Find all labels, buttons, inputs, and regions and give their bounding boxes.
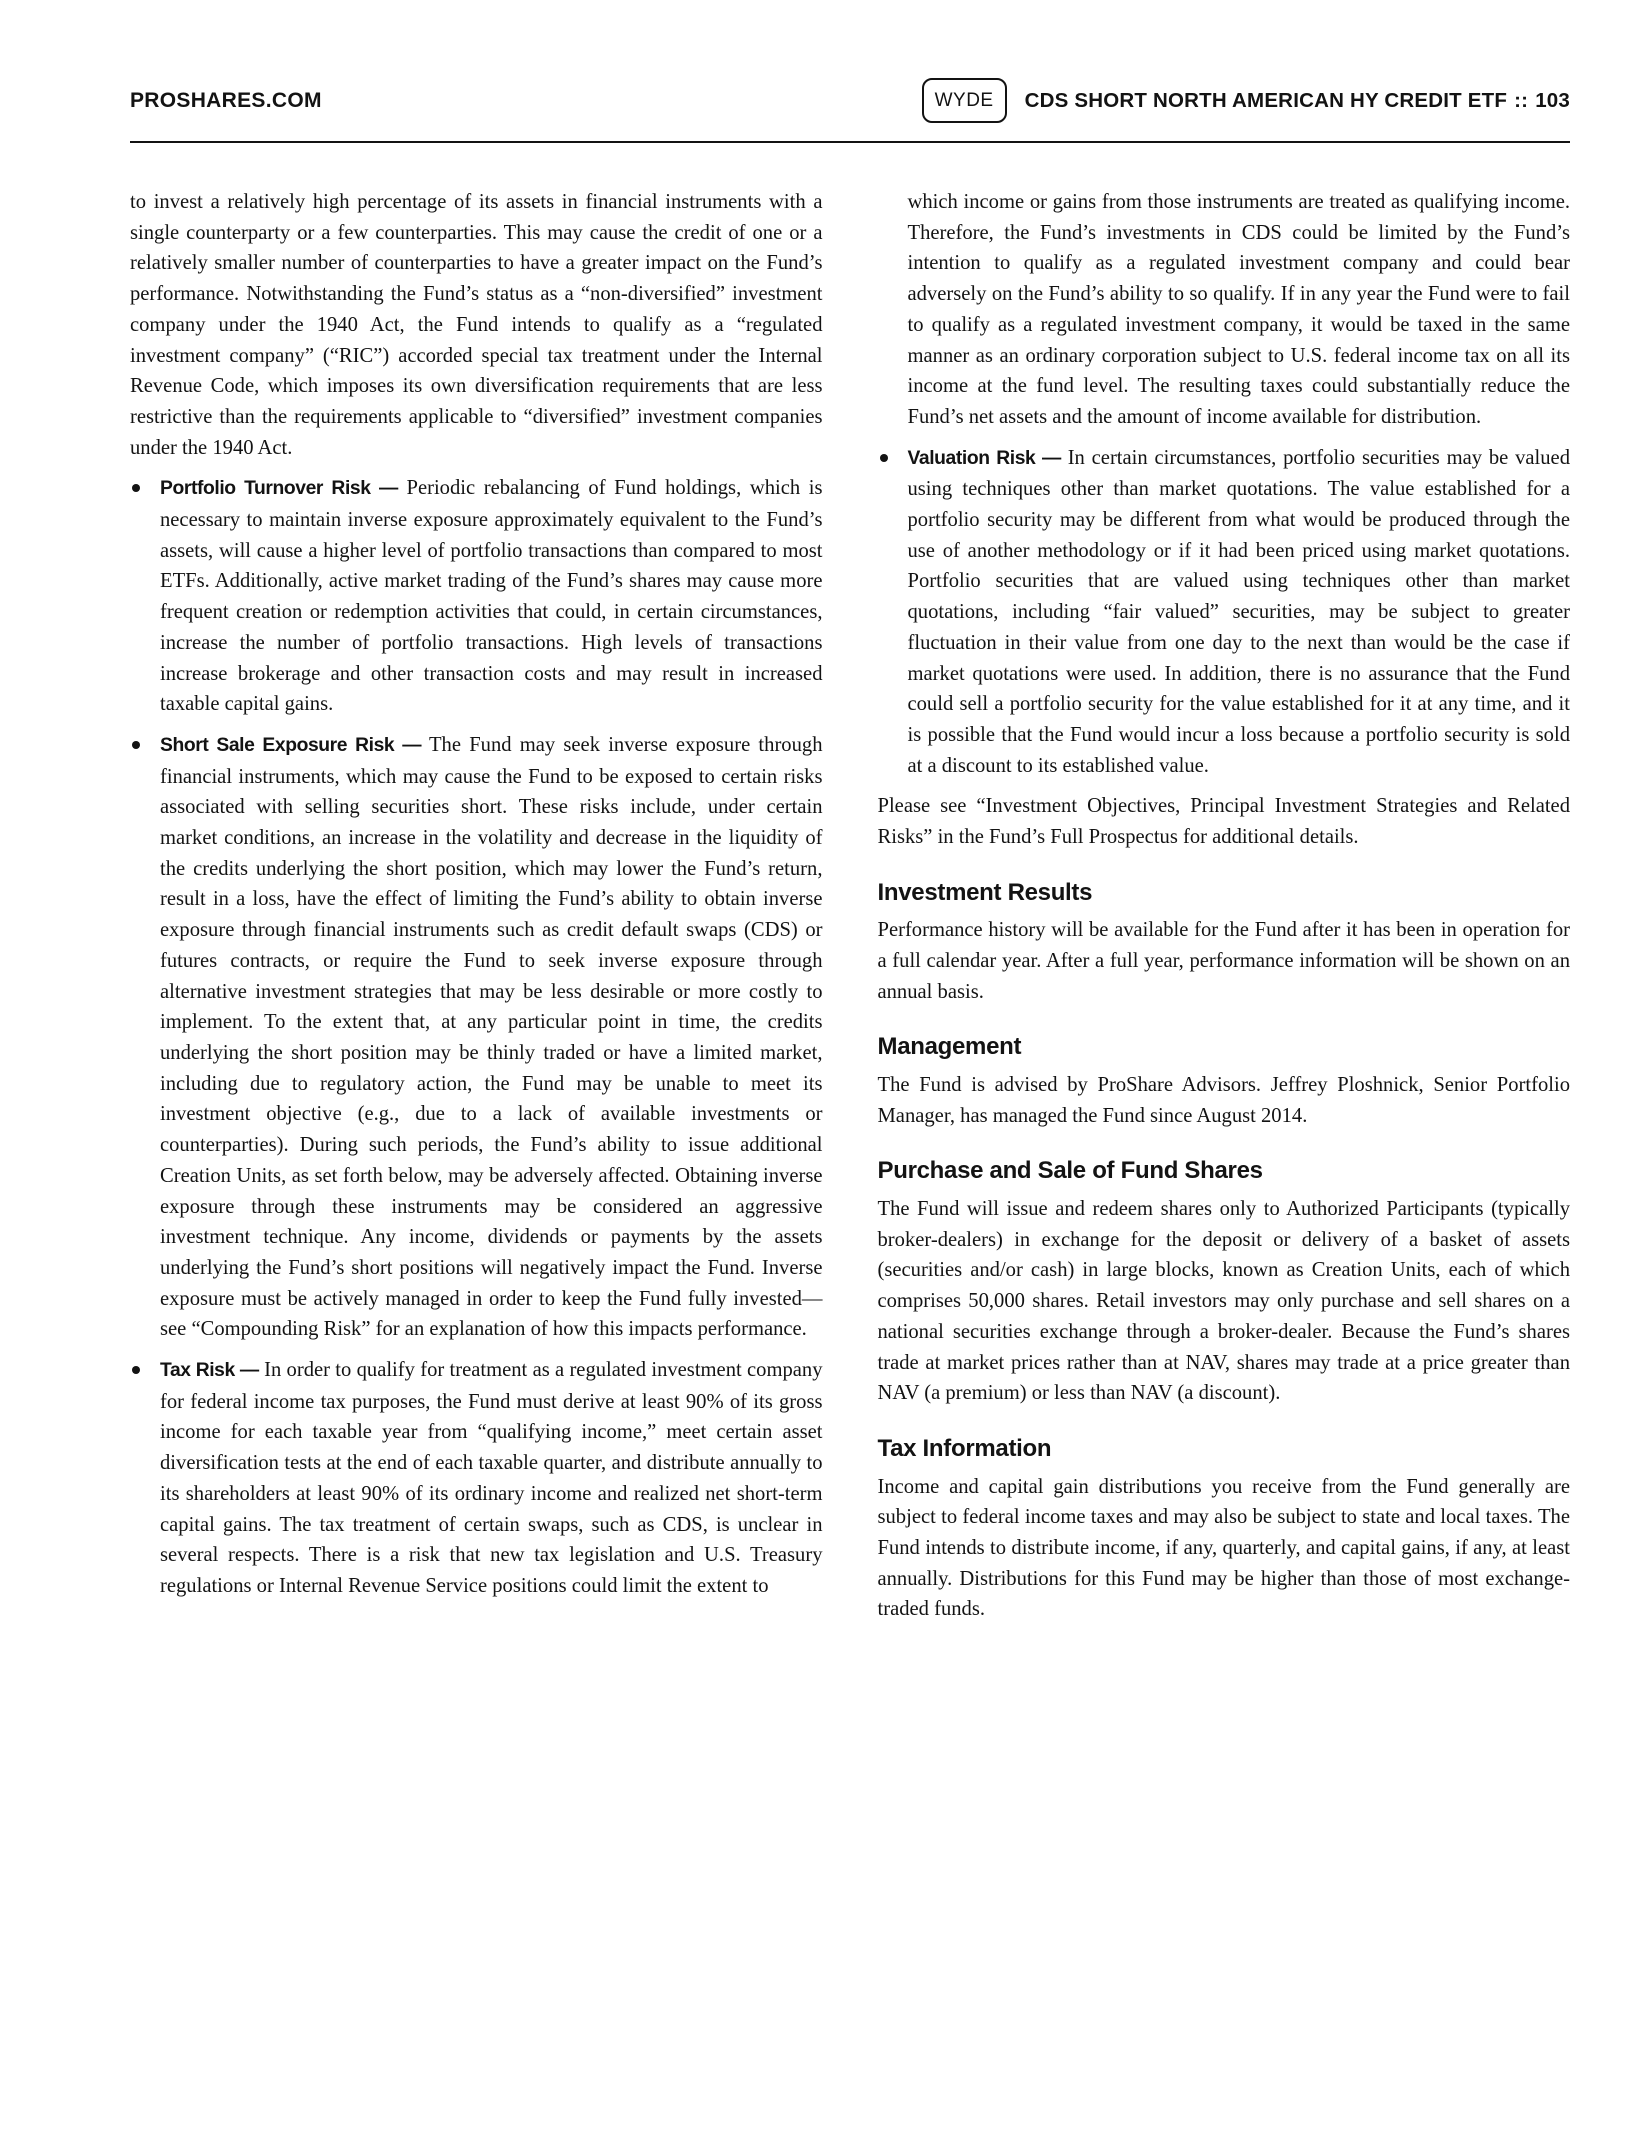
paragraph: Please see “Investment Objectives, Principal Investment Strategies and Related Risks” in the Fund’s Full Prospectus for additional details. — [877, 795, 1570, 849]
bullet-text: Portfolio Turnover Risk — Periodic rebalancing of Fund holdings, which is necessary to maintain inverse exposure approximately equivalent to the Fund’s assets, will cause a higher level of portfolio transactions than compared to most ETFs. Additionally, active market trading of the Fund’s shares may cause more frequent creation or redemption activities that could, in certain circumstances, increase the number of portfolio transactions. High levels of transactions increase brokerage and other transaction costs and may result in increased taxable capital gains. — [160, 477, 823, 716]
paragraph: which income or gains from those instruments are treated as qualifying income. Therefore, the Fund’s investments in CDS could be limited by the Fund’s intention to qualify as a regulated investment company and could bear adversely on the Fund’s ability to so qualify. If in any year the Fund were to fail to qualify as a regulated investment company, it would be taxed in the same manner as an ordinary corporation subject to U.S. federal income tax on all its income at the fund level. The resulting taxes could substantially reduce the Fund’s net assets and the amount of income available for distribution. — [907, 191, 1570, 428]
risk-bullet-item — [130, 473, 823, 720]
paragraph: The Fund is advised by ProShare Advisors. Jeffrey Ploshnick, Senior Portfolio Manager, has managed the Fund since August 2014. — [877, 1074, 1570, 1127]
section-heading: Management — [877, 1033, 1022, 1061]
risk-term-label: Valuation Risk — — [907, 447, 1061, 469]
bullet-icon — [130, 730, 160, 1345]
page-header — [130, 78, 1570, 123]
ticker-badge: WYDE — [922, 78, 1007, 123]
risk-bullet-item — [130, 1355, 823, 1602]
risk-term-label: Short Sale Exposure Risk — — [160, 734, 422, 756]
bullet-text: Valuation Risk — In certain circumstances, portfolio securities may be valued using techniques other than market quotations. The value established for a portfolio security may be different from what would be produced through the use of another methodology or if it had been priced using market quotations. Portfolio securities that are valued using techniques other than market quotations, including “fair valued” securities, may be subject to greater fluctuation in their value from one day to the next than would be the case if market quotations were used. In addition, there is no assurance that the Fund could sell a portfolio security for the value established for it at any time, and it is possible that the Fund would incur a loss because a portfolio security is sold at a discount to its established value. — [907, 446, 1570, 777]
page-number: 103 — [1535, 88, 1570, 112]
header-rule — [130, 141, 1570, 143]
bullet-icon — [130, 1355, 160, 1602]
section-heading: Tax Information — [877, 1434, 1052, 1462]
paragraph: Income and capital gain distributions you receive from the Fund generally are subject to federal income taxes and may also be subject to state and local taxes. The Fund intends to distribute income, if any, quarterly, and capital gains, if any, at least annually. Distributions for this Fund may be higher than those of most exchange-traded funds. — [877, 1475, 1570, 1621]
risk-term-label: Tax Risk — — [160, 1360, 259, 1382]
bullet-icon — [130, 473, 160, 720]
bullet-text: Tax Risk — In order to qualify for treatment as a regulated investment company for federal income tax purposes, the Fund must derive at least 90% of its gross income for each taxable year from “qualifying income,” meet certain asset diversification tests at the end of each taxable quarter, and distribute annually to its shareholders at least 90% of its ordinary income and realized net short-term capital gains. The tax treatment of certain swaps, such as CDS, is unclear in several respects. There is a risk that new tax legislation and U.S. Treasury regulations or Internal Revenue Service positions could limit the extent to — [160, 1359, 823, 1597]
paragraph: to invest a relatively high percentage of its assets in financial instruments with a single counterparty or a few counterparties. This may cause the credit of one or a relatively smaller number of counterparties to have a greater impact on the Fund’s performance. Notwithstanding the Fund’s status as a “non-diversified” investment company under the 1940 Act, the Fund intends to qualify as a “regulated investment company” (“RIC”) accorded special tax treatment under the Internal Revenue Code, which imposes its own diversification requirements that are less restrictive than the requirements applicable to “diversified” investment companies under the 1940 Act. — [130, 191, 823, 459]
risk-term-label: Portfolio Turnover Risk — — [160, 478, 398, 500]
risk-bullet-item — [878, 443, 1571, 782]
right-column — [878, 187, 1571, 1635]
header-right — [922, 78, 1570, 123]
bullet-text: Short Sale Exposure Risk — The Fund may seek inverse exposure through financial instruments, which may cause the Fund to be exposed to certain risks associated with selling securities short. These risks include, under certain market conditions, an increase in the volatility and decrease in the liquidity of the credits underlying the short position, which may lower the Fund’s return, result in a loss, have the effect of limiting the Fund’s ability to obtain inverse exposure through financial instruments such as credit default swaps (CDS) or futures contracts, or require the Fund to seek inverse exposure through alternative investment strategies that may be less desirable or more costly to implement. To the extent that, at any particular point in time, the credits underlying the short position may be thinly traded or have a limited market, including due to regulatory action, the Fund may be unable to meet its investment objective (e.g., due to a lack of available investments or counterparties). During such periods, the Fund’s ability to issue additional Creation Units, as set forth below, may be adversely affected. Obtaining inverse exposure through these instruments may be considered an aggressive investment technique. Any income, dividends or payments by the assets underlying the Fund’s short positions will negatively impact the Fund. Inverse exposure must be actively managed in order to keep the Fund fully invested—see “Compounding Risk” for an explanation of how this impacts performance. — [160, 733, 823, 1341]
two-column-body — [130, 187, 1570, 1635]
bullet-icon — [878, 443, 908, 782]
fund-title — [1025, 89, 1570, 113]
fund-name: CDS SHORT NORTH AMERICAN HY CREDIT ETF — [1024, 88, 1508, 112]
site-url: PROSHARES.COM — [130, 88, 322, 112]
section-heading: Investment Results — [877, 878, 1093, 906]
paragraph: Performance history will be available for the Fund after it has been in operation for a full calendar year. After a full year, performance information will be shown on an annual basis. — [877, 919, 1570, 1003]
title-separator: :: — [1514, 88, 1529, 112]
section-heading: Purchase and Sale of Fund Shares — [877, 1157, 1263, 1185]
risk-bullet-item — [130, 730, 823, 1345]
paragraph: The Fund will issue and redeem shares only to Authorized Participants (typically broker-dealers) in exchange for the deposit or delivery of a basket of assets (securities and/or cash) in large blocks, known as Creation Units, each of which comprises 50,000 shares. Retail investors may only purchase and sell shares on a national securities exchange through a broker-dealer. Because the Fund’s shares trade at market prices rather than at NAV, shares may trade at a price greater than NAV (a premium) or less than NAV (a discount). — [877, 1198, 1570, 1405]
left-column — [130, 187, 823, 1635]
